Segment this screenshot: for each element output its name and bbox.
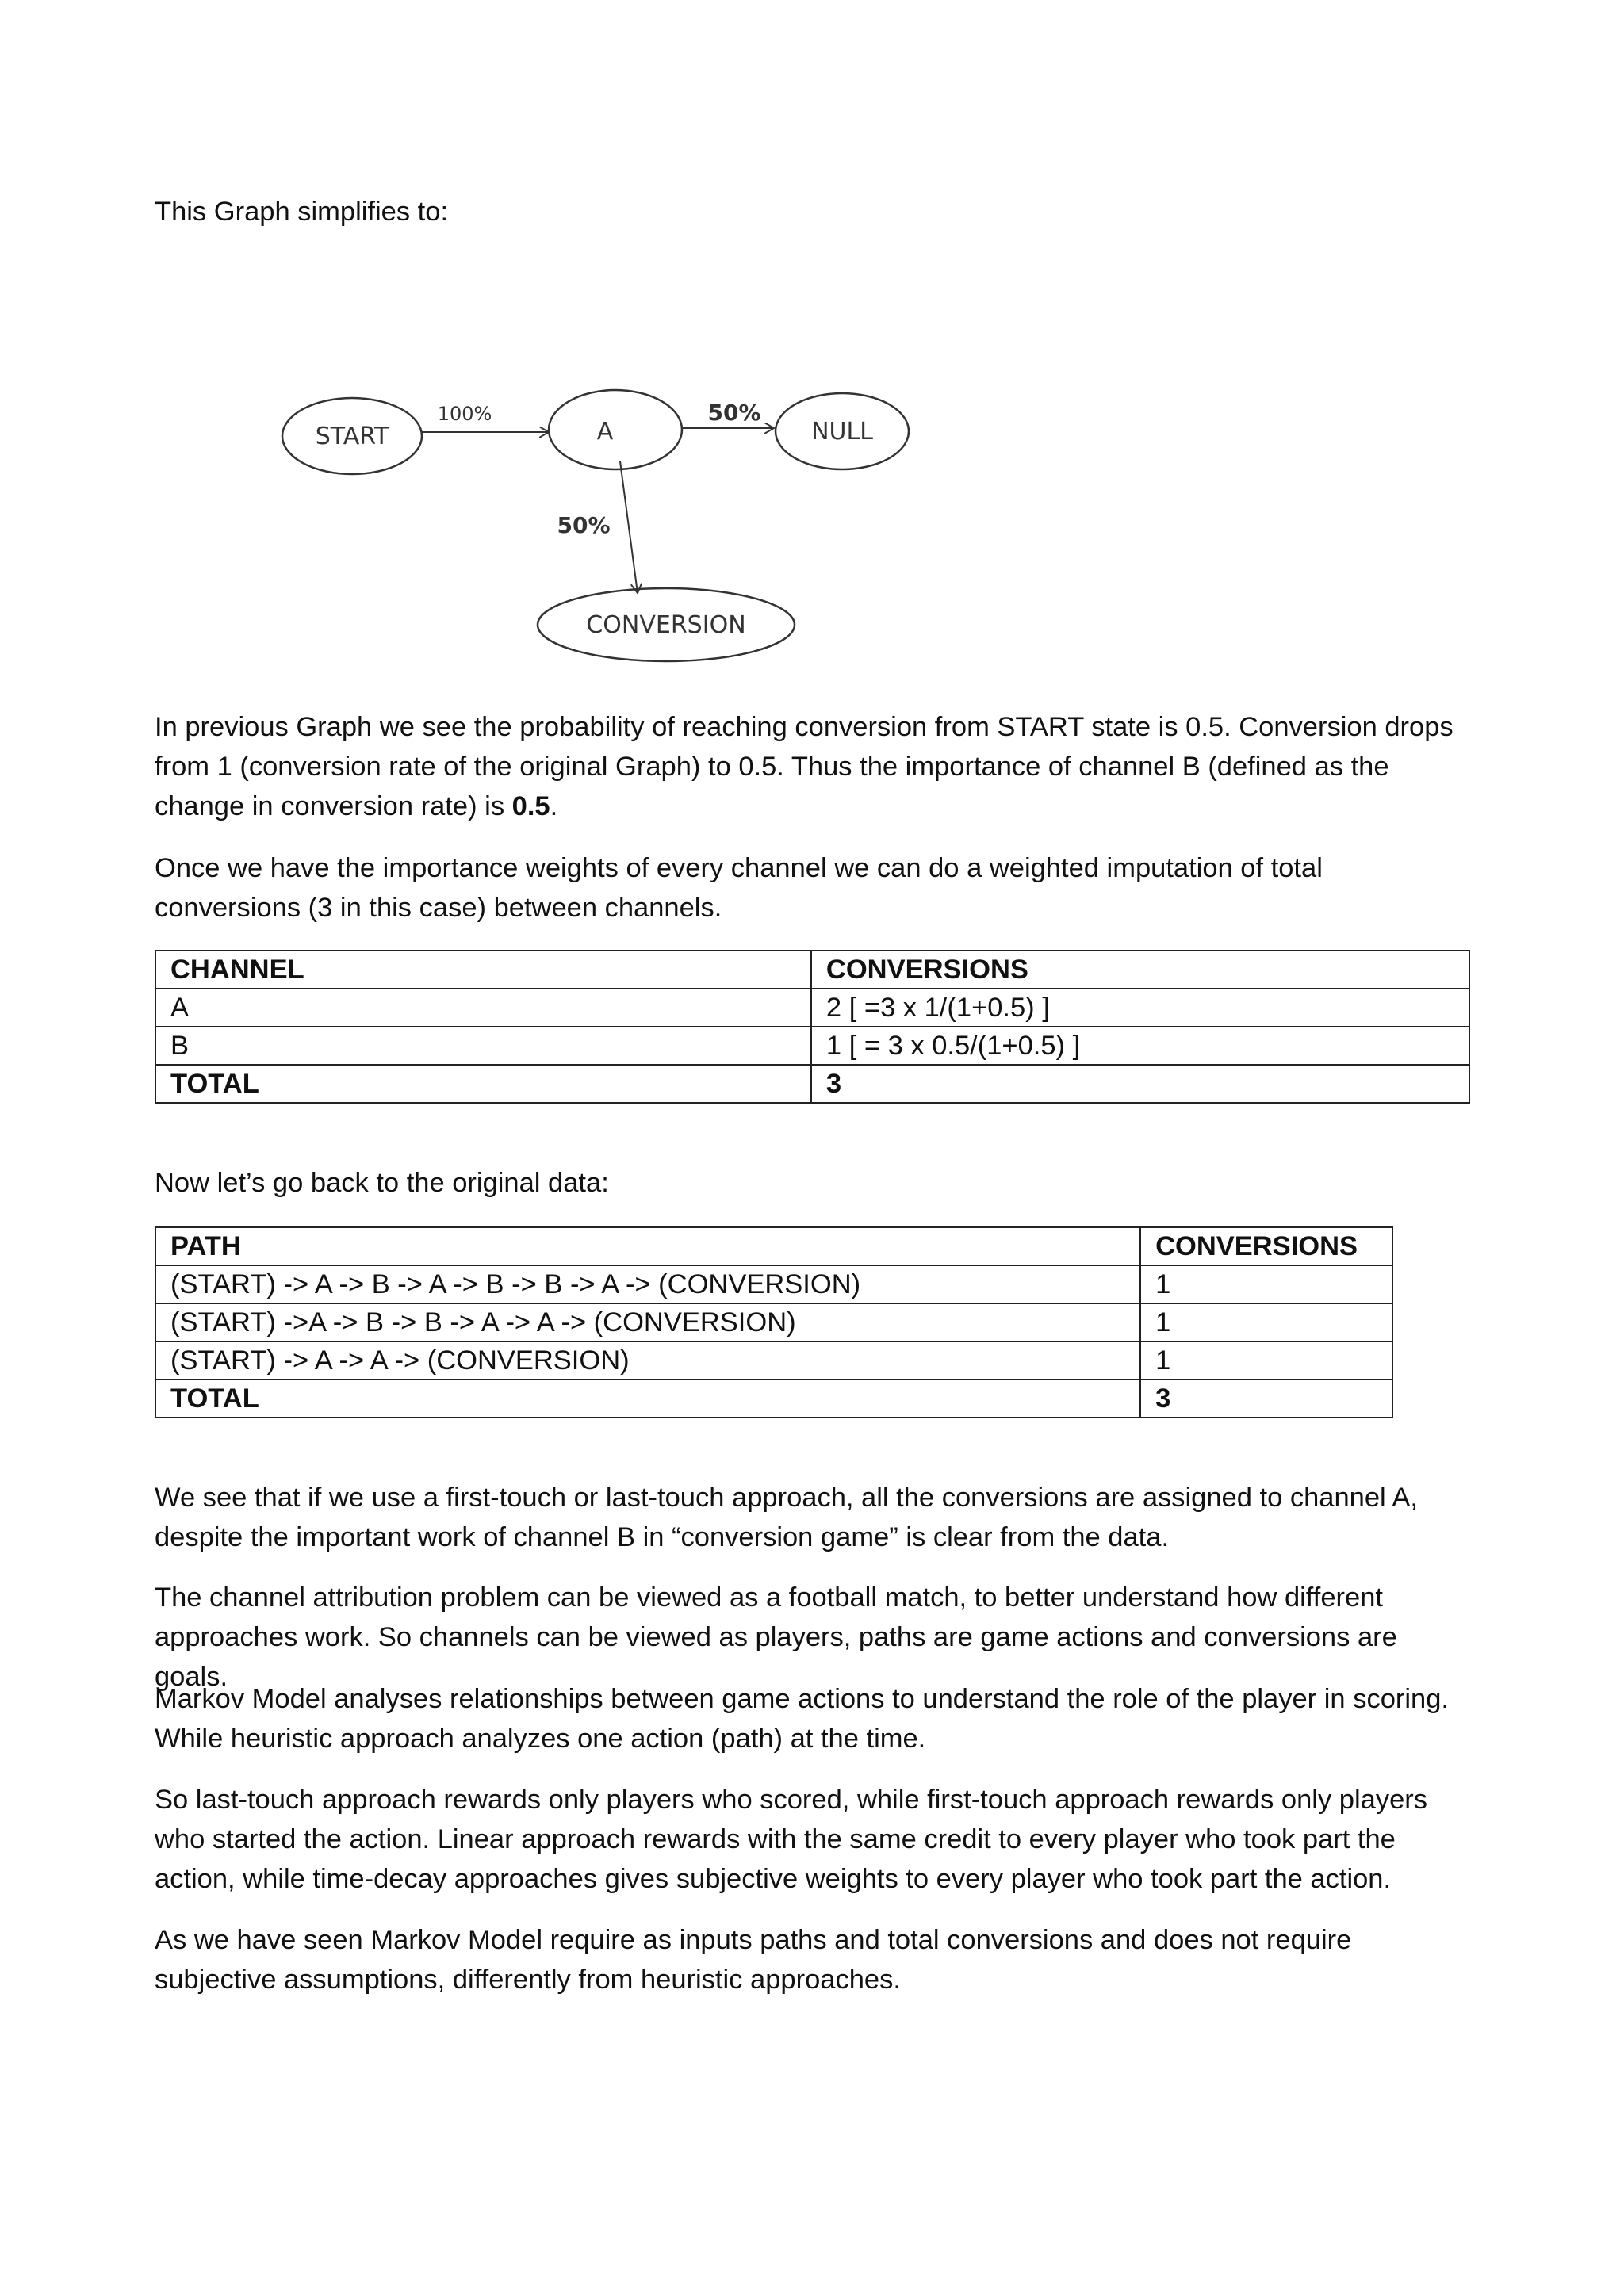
paragraph-importance-end: .: [550, 791, 558, 821]
column-header-path: PATH: [155, 1227, 1140, 1265]
column-header-channel: CHANNEL: [155, 951, 811, 989]
node-null: [776, 393, 909, 469]
path-conversions-table: [155, 1226, 1393, 1418]
table-row: [155, 1027, 1469, 1065]
paragraph-importance-text: In previous Graph we see the probability of reaching conversion from START state is 0.5. Conversion drops from 1 (conversion rate of the original Graph) to 0.5. Thus the importance of channel B (defined as the change in conversion rate) is: [155, 712, 1454, 821]
table-total-label: TOTAL: [155, 1065, 811, 1103]
edge-label-a-to-conversion: 50%: [557, 512, 611, 538]
paragraph-markov-model: Markov Model analyses relationships between game actions to understand the role of the player in scoring. While heuristic approach analyzes one action (path) at the time.: [155, 1684, 1449, 1754]
table-row: [155, 1303, 1392, 1341]
node-start-label: START: [315, 423, 389, 450]
table-header-row: [155, 951, 1469, 989]
paragraph-first-last-touch: We see that if we use a first-touch or last-touch approach, all the conversions are assigned to channel A, despite the important work of channel B in “conversion game” is clear from the data.: [155, 1483, 1418, 1552]
paragraph-conclusion: As we have seen Markov Model require as inputs paths and total conversions and does not require subjective assumptions, differently from heuristic approaches.: [155, 1925, 1352, 1995]
paragraph-weighted-imputation: Once we have the importance weights of every channel we can do a weighted imputation of total conversions (3 in this case) between channels.: [155, 853, 1323, 923]
table-total-row: [155, 1065, 1469, 1103]
table-total-label: TOTAL: [155, 1380, 1140, 1418]
table-row: [155, 1341, 1392, 1380]
table-cell: B: [155, 1027, 811, 1065]
edge-a-to-conversion: [620, 461, 638, 593]
paragraph-football-analogy: The channel attribution problem can be viewed as a football match, to better understand how different approaches work. So channels can be viewed as players, paths are game actions and conversions are goals.: [155, 1582, 1397, 1692]
table-cell: (START) -> A -> B -> A -> B -> B -> A -> (CONVERSION): [155, 1265, 1140, 1303]
markov-graph-svg: [270, 373, 936, 674]
table-cell: 1 [ = 3 x 0.5/(1+0.5) ]: [811, 1027, 1469, 1065]
table-cell: (START) -> A -> A -> (CONVERSION): [155, 1341, 1140, 1380]
table-cell: 2 [ =3 x 1/(1+0.5) ]: [811, 989, 1469, 1027]
paragraph-back-to-data: Now let’s go back to the original data:: [155, 1168, 609, 1198]
column-header-conversions: CONVERSIONS: [811, 951, 1469, 989]
table-total-row: [155, 1380, 1392, 1418]
channel-conversions-table: [155, 950, 1470, 1104]
table-total-value: 3: [1140, 1380, 1392, 1418]
paragraph-approach-rewards: So last-touch approach rewards only players who scored, while first-touch approach rewards only players who started the action. Linear approach rewards with the same credit to every player who took part the action, while time-decay approaches gives subjective weights to every player who took part the action.: [155, 1785, 1428, 1894]
node-conversion-label: CONVERSION: [586, 611, 746, 639]
node-a: [549, 390, 682, 469]
markov-graph: [270, 373, 936, 674]
table-row: [155, 1265, 1392, 1303]
node-conversion: [538, 588, 795, 661]
table-cell: 1: [1140, 1303, 1392, 1341]
edge-label-start-to-a: 100%: [437, 403, 492, 425]
edge-label-a-to-null: 50%: [707, 400, 761, 426]
node-start: [282, 398, 422, 474]
node-null-label: NULL: [811, 418, 873, 446]
column-header-conversions: CONVERSIONS: [1140, 1227, 1392, 1265]
node-a-label: A: [596, 418, 614, 446]
table-total-value: 3: [811, 1065, 1469, 1103]
paragraph-importance: [155, 707, 1471, 826]
table-cell: 1: [1140, 1341, 1392, 1380]
table-row: [155, 989, 1469, 1027]
table-cell: A: [155, 989, 811, 1027]
table-cell: 1: [1140, 1265, 1392, 1303]
paragraph-importance-value: 0.5: [511, 791, 550, 821]
intro-text: This Graph simplifies to:: [155, 197, 449, 227]
table-cell: (START) ->A -> B -> B -> A -> A -> (CONVERSION): [155, 1303, 1140, 1341]
table-header-row: [155, 1227, 1392, 1265]
